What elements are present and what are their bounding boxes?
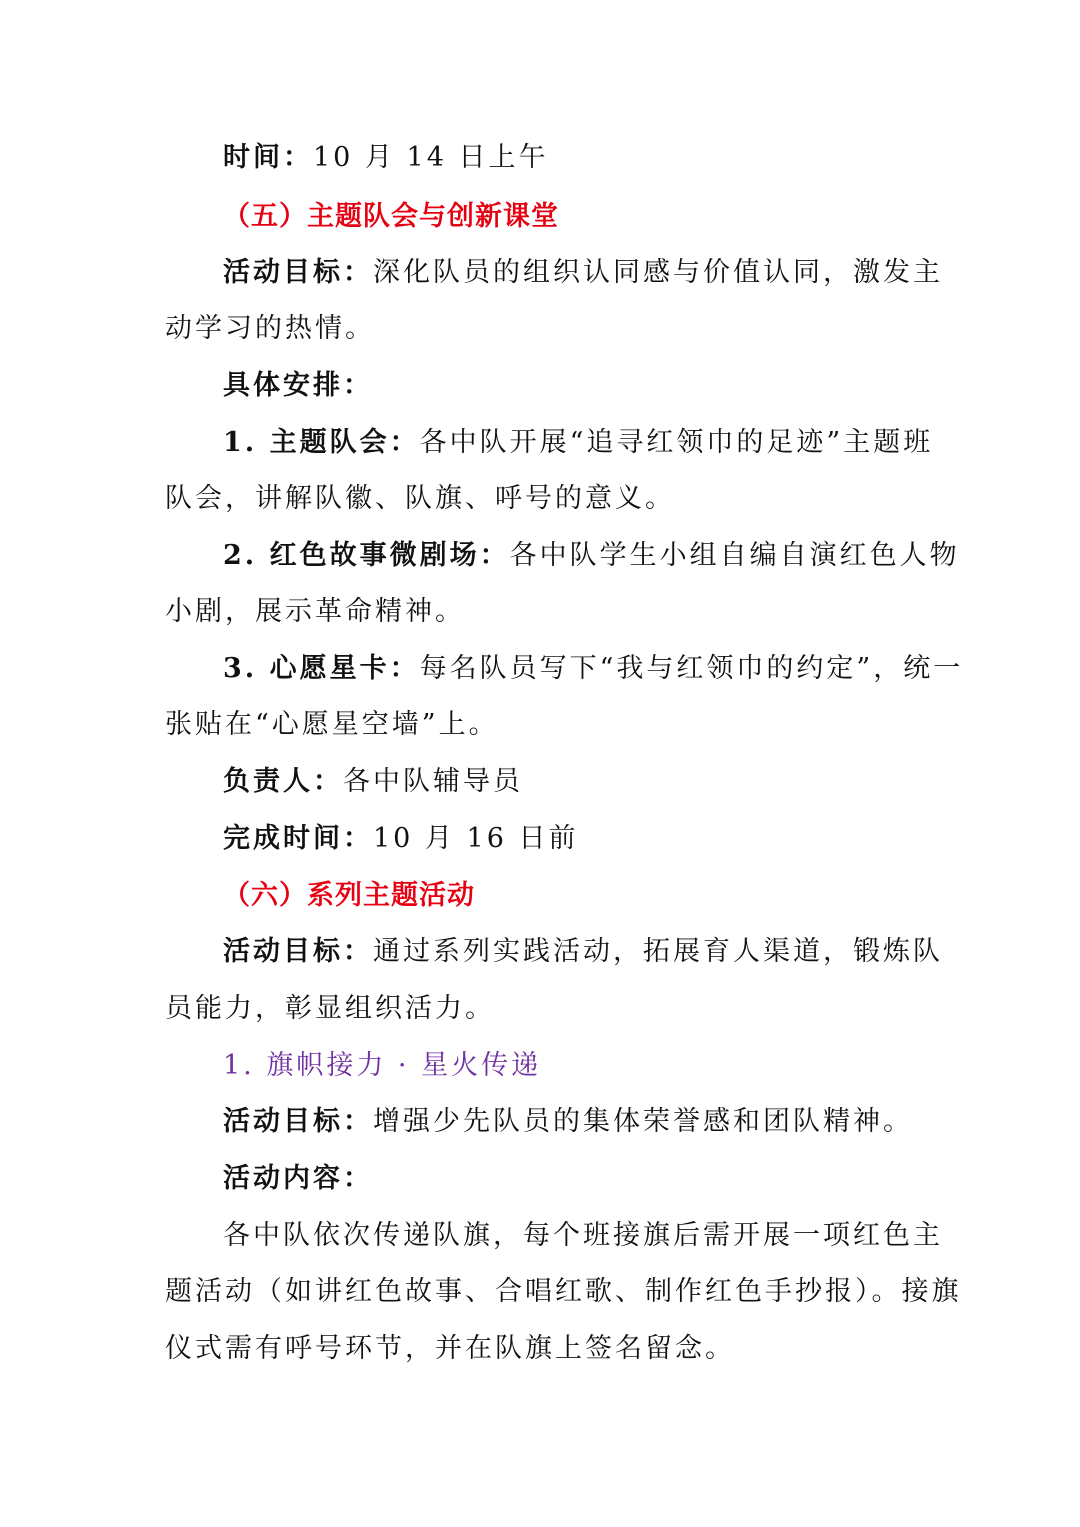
goal-1-text: 深化队员的组织认同感与价值认同，激发主	[373, 257, 943, 288]
item-3-text: 每名队员写下“我与红领巾的约定”，统一	[419, 653, 964, 684]
subsection-1-heading: 1. 旗帜接力 · 星火传递	[223, 1050, 542, 1081]
item-2-label: 2. 红色故事微剧场：	[223, 540, 510, 571]
deadline-label: 完成时间：	[223, 823, 373, 854]
item-1-continuation: 队会，讲解队徽、队旗、呼号的意义。	[165, 483, 675, 514]
time-label: 时间：	[223, 142, 313, 173]
item-2-text: 各中队学生小组自编自演红色人物	[509, 540, 960, 571]
item-1-text: 各中队开展“追寻红领巾的足迹”主题班	[419, 427, 934, 458]
section-5-heading: （五）主题队会与创新课堂	[223, 201, 559, 232]
paragraph-line-3: 仪式需有呼号环节，并在队旗上签名留念。	[165, 1333, 735, 1364]
item-1-line	[223, 425, 983, 461]
owner-line	[223, 764, 983, 800]
goal-1-label: 活动目标：	[223, 257, 373, 288]
goal-3-label: 活动目标：	[223, 1106, 373, 1137]
owner-text: 各中队辅导员	[343, 766, 523, 797]
item-3-line	[223, 651, 983, 687]
goal-1-continuation: 动学习的热情。	[165, 313, 375, 344]
item-2-line	[223, 538, 983, 574]
item-3-continuation: 张贴在“心愿星空墙”上。	[165, 709, 499, 740]
paragraph-line-1: 各中队依次传递队旗，每个班接旗后需开展一项红色主	[223, 1220, 943, 1251]
goal-2-line	[223, 934, 983, 970]
paragraph-line-2: 题活动（如讲红色故事、合唱红歌、制作红色手抄报）。接旗	[165, 1276, 962, 1307]
goal-2-label: 活动目标：	[223, 936, 373, 967]
item-3-label: 3. 心愿星卡：	[223, 653, 420, 684]
arrangement-label: 具体安排：	[223, 370, 373, 401]
deadline-line	[223, 821, 983, 857]
owner-label: 负责人：	[223, 766, 343, 797]
deadline-text: 10 月 16 日前	[373, 823, 579, 854]
time-line	[223, 140, 983, 176]
content-label: 活动内容：	[223, 1163, 373, 1194]
goal-1-line	[223, 255, 983, 291]
section-6-heading: （六）系列主题活动	[223, 880, 475, 911]
goal-2-text: 通过系列实践活动，拓展育人渠道，锻炼队	[373, 936, 943, 967]
item-1-label: 1. 主题队会：	[223, 427, 420, 458]
goal-2-continuation: 员能力，彰显组织活力。	[165, 993, 495, 1024]
time-value: 10 月 14 日上午	[313, 142, 549, 173]
goal-3-text: 增强少先队员的集体荣誉感和团队精神。	[373, 1106, 913, 1137]
item-2-continuation: 小剧，展示革命精神。	[165, 596, 465, 627]
goal-3-line	[223, 1104, 983, 1140]
